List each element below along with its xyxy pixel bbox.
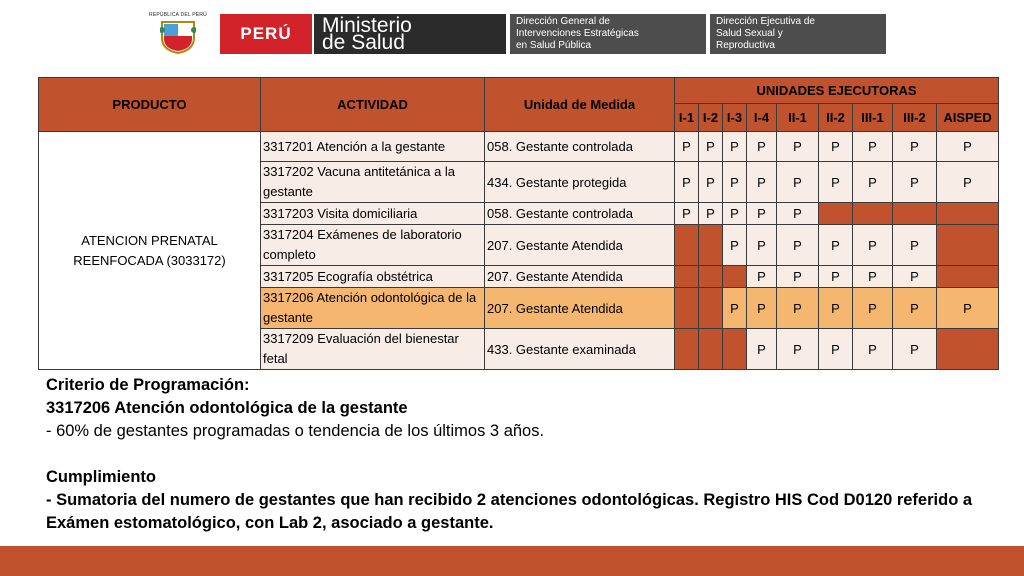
programmed-cell: P — [777, 132, 819, 162]
programmed-cell: P — [853, 288, 893, 329]
header-actividad: ACTIVIDAD — [261, 78, 485, 132]
programmed-cell: P — [747, 225, 777, 266]
empty-level-cell — [937, 225, 999, 266]
programmed-cell: P — [853, 162, 893, 203]
header-level: I-4 — [747, 104, 777, 132]
criterio-bullet: - 60% de gestantes programadas o tendencia de los últimos 3 años. — [46, 422, 545, 440]
empty-level-cell — [723, 329, 747, 370]
programmed-cell: P — [819, 288, 853, 329]
programmed-cell: P — [747, 266, 777, 288]
header-level: I-3 — [723, 104, 747, 132]
programmed-cell: P — [747, 203, 777, 225]
producto-cell: ATENCION PRENATAL REENFOCADA (3033172) — [39, 132, 261, 370]
actividad-cell: 3317203 Visita domiciliaria — [261, 203, 485, 225]
criterio-title: Criterio de Programación: — [46, 376, 250, 394]
programmed-cell: P — [853, 225, 893, 266]
programmed-cell: P — [893, 225, 937, 266]
programmed-cell: P — [747, 132, 777, 162]
programmed-cell: P — [675, 203, 699, 225]
ministerio-line-2: de Salud — [322, 31, 405, 54]
empty-level-cell — [675, 266, 699, 288]
header-level: AISPED — [937, 104, 999, 132]
header-level: III-1 — [853, 104, 893, 132]
unidad-cell: 434. Gestante protegida — [485, 162, 675, 203]
unidad-cell: 058. Gestante controlada — [485, 132, 675, 162]
actividad-cell: 3317204 Exámenes de laboratorio completo — [261, 225, 485, 266]
programmed-cell: P — [723, 162, 747, 203]
programmed-cell: P — [675, 132, 699, 162]
header-level: III-2 — [893, 104, 937, 132]
unidad-cell: 207. Gestante Atendida — [485, 266, 675, 288]
programmed-cell: P — [675, 162, 699, 203]
programmed-cell: P — [893, 132, 937, 162]
notes-block — [46, 374, 1006, 535]
unidad-cell: 207. Gestante Atendida — [485, 225, 675, 266]
header-level: I-2 — [699, 104, 723, 132]
programmed-cell: P — [853, 132, 893, 162]
programmed-cell: P — [893, 288, 937, 329]
actividad-cell: 3317206 Atención odontológica de la gestante — [261, 288, 485, 329]
direccion-ejecutiva-logo — [710, 14, 886, 54]
empty-level-cell — [937, 329, 999, 370]
programmed-cell: P — [747, 329, 777, 370]
coat-of-arms-logo — [146, 12, 210, 54]
programmed-cell: P — [937, 288, 999, 329]
table-row — [39, 132, 999, 162]
unidad-cell: 058. Gestante controlada — [485, 203, 675, 225]
programmed-cell: P — [937, 162, 999, 203]
programmed-cell: P — [777, 203, 819, 225]
actividad-cell: 3317201 Atención a la gestante — [261, 132, 485, 162]
actividad-cell: 3317209 Evaluación del bienestar fetal — [261, 329, 485, 370]
de-line-3: Reproductiva — [716, 40, 775, 51]
ministerio-logo — [314, 14, 506, 54]
programmed-cell: P — [723, 288, 747, 329]
empty-level-cell — [675, 225, 699, 266]
programmed-cell: P — [723, 225, 747, 266]
programmed-cell: P — [777, 329, 819, 370]
programmed-cell: P — [723, 203, 747, 225]
cumplimiento-text: - Sumatoria del numero de gestantes que han recibido 2 atenciones odontológicas. Registro HIS Cod D0120 referido a Exámen estomatológico, con Lab 2, asociado a gestante. — [46, 491, 973, 532]
empty-level-cell — [699, 288, 723, 329]
empty-level-cell — [937, 266, 999, 288]
empty-level-cell — [853, 203, 893, 225]
programmed-cell: P — [699, 132, 723, 162]
empty-level-cell — [937, 203, 999, 225]
empty-level-cell — [675, 288, 699, 329]
programmed-cell: P — [699, 203, 723, 225]
peru-logo: PERÚ — [220, 14, 312, 54]
programmed-cell: P — [893, 266, 937, 288]
actividad-cell: 3317202 Vacuna antitetánica a la gestante — [261, 162, 485, 203]
programmed-cell: P — [819, 266, 853, 288]
programmed-cell: P — [777, 162, 819, 203]
actividad-cell: 3317205 Ecografía obstétrica — [261, 266, 485, 288]
de-line-1: Dirección Ejecutiva de — [716, 16, 815, 27]
empty-level-cell — [699, 225, 723, 266]
dg-line-3: en Salud Pública — [516, 40, 592, 51]
shield-label: REPÚBLICA DEL PERÚ — [149, 12, 207, 18]
empty-level-cell — [699, 329, 723, 370]
header-unidades-ejecutoras: UNIDADES EJECUTORAS — [675, 78, 999, 104]
header-level: I-1 — [675, 104, 699, 132]
header-level: II-1 — [777, 104, 819, 132]
header-level: II-2 — [819, 104, 853, 132]
footer-bar — [0, 546, 1024, 576]
ministerio-line-1: Ministerio — [322, 14, 412, 37]
programmed-cell: P — [893, 329, 937, 370]
programmed-cell: P — [819, 162, 853, 203]
header-unidad-medida: Unidad de Medida — [485, 78, 675, 132]
programming-table — [38, 77, 999, 370]
programmed-cell: P — [853, 329, 893, 370]
shield-icon — [160, 20, 196, 54]
programmed-cell: P — [819, 225, 853, 266]
programmed-cell: P — [777, 266, 819, 288]
de-line-2: Salud Sexual y — [716, 28, 783, 39]
cumplimiento-title: Cumplimiento — [46, 468, 156, 486]
criterio-activity: 3317206 Atención odontológica de la gestante — [46, 399, 408, 417]
direccion-general-logo — [510, 14, 706, 54]
empty-level-cell — [723, 266, 747, 288]
dg-line-2: Intervenciones Estratégicas — [516, 28, 639, 39]
programmed-cell: P — [747, 288, 777, 329]
programmed-cell: P — [853, 266, 893, 288]
empty-level-cell — [819, 203, 853, 225]
programmed-cell: P — [699, 162, 723, 203]
empty-level-cell — [675, 329, 699, 370]
dg-line-1: Dirección General de — [516, 16, 610, 27]
programmed-cell: P — [777, 225, 819, 266]
unidad-cell: 433. Gestante examinada — [485, 329, 675, 370]
programmed-cell: P — [723, 132, 747, 162]
programmed-cell: P — [819, 329, 853, 370]
programmed-cell: P — [937, 132, 999, 162]
unidad-cell: 207. Gestante Atendida — [485, 288, 675, 329]
empty-level-cell — [893, 203, 937, 225]
empty-level-cell — [699, 266, 723, 288]
programmed-cell: P — [819, 132, 853, 162]
programmed-cell: P — [747, 162, 777, 203]
programmed-cell: P — [777, 288, 819, 329]
header-logos — [0, 0, 1024, 64]
header-producto: PRODUCTO — [39, 78, 261, 132]
programmed-cell: P — [893, 162, 937, 203]
